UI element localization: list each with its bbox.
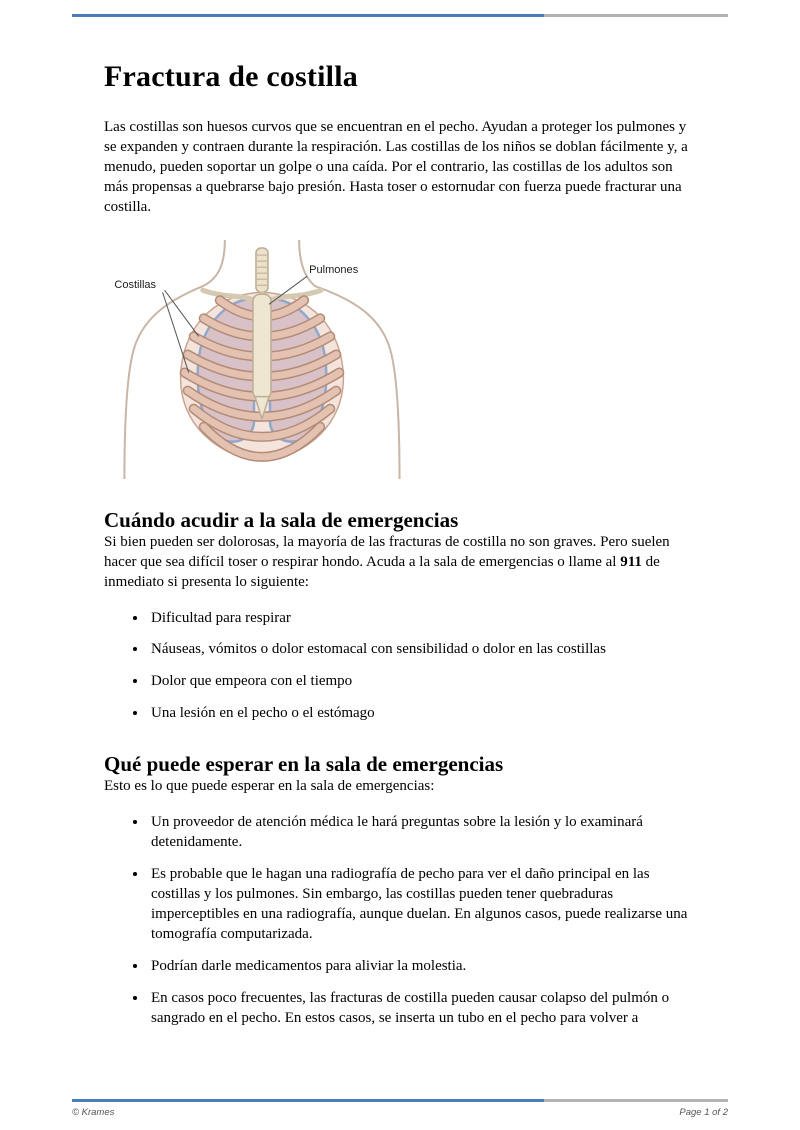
- section2-bullet-list: [104, 813, 700, 1028]
- intro-paragraph: Las costillas son huesos curvos que se encuentran en el pecho. Ayudan a proteger los pulmones y se expanden y contraen durante la respiración. Las costillas de los niños se doblan fácilmente y, a menudo, pueden soportar un golpe o una caída. Por el contrario, las costillas de los adultos son más propensas a quebrarse bajo presión. Hasta toser o estornudar con fuerza puede fracturar una costilla.: [104, 119, 688, 215]
- header-rule-gray-segment: [544, 14, 728, 17]
- footer-text-row: [72, 1107, 728, 1118]
- sternum: [253, 294, 271, 419]
- list-item: • Una lesión en el pecho o el estómago: [148, 704, 700, 724]
- footer-rule-gray-segment: [544, 1099, 728, 1102]
- list-item: • Podrían darle medicamentos para aliviar la molestia.: [148, 957, 700, 977]
- footer-rule-blue-segment: [72, 1099, 544, 1102]
- header-rule-blue-segment: [72, 14, 544, 17]
- figure-label-pulmones: Pulmones: [309, 263, 359, 276]
- emergency-number: 911: [620, 553, 642, 570]
- section-heading-que-esperar: Qué puede esperar en la sala de emergencias: [104, 752, 504, 777]
- header-rule: [72, 14, 728, 17]
- footer-copyright: © Krames: [72, 1107, 115, 1118]
- ribcage-svg: [106, 234, 428, 480]
- ribcage-illustration: [106, 234, 436, 480]
- section-heading-emergencias: Cuándo acudir a la sala de emergencias: [104, 507, 459, 532]
- list-item: • Dificultad para respirar: [148, 609, 700, 629]
- page-footer: [72, 1099, 728, 1118]
- list-item: • Es probable que le hagan una radiografía de pecho para ver el daño principal en las costillas y los pulmones. Sin embargo, las costillas pueden tener quebraduras imperceptibles en una radiografía, aunque duelan. En algunos casos, puede realizarse una tomografía computarizada.: [148, 865, 700, 945]
- label-leader-line: [163, 292, 189, 372]
- page-title: Fractura de costilla: [104, 60, 358, 93]
- figure-label-costillas: Costillas: [114, 278, 157, 291]
- list-item: • En casos poco frecuentes, las fracturas de costilla pueden causar colapso del pulmón o sangrado en el pecho. En estos casos, se inserta un tubo en el pecho para volver a: [148, 989, 700, 1029]
- list-item: • Un proveedor de atención médica le hará preguntas sobre la lesión y lo examinará detenidamente.: [148, 813, 700, 853]
- footer-page-number: Page 1 of 2: [679, 1107, 728, 1118]
- section1-bullet-list: [104, 609, 700, 725]
- section1-paragraph-part2: de inmediato si presenta lo siguiente:: [104, 553, 660, 590]
- section1-paragraph: [104, 533, 700, 593]
- list-item: • Dolor que empeora con el tiempo: [148, 672, 700, 692]
- list-item: • Náuseas, vómitos o dolor estomacal con sensibilidad o dolor en las costillas: [148, 640, 700, 660]
- footer-rule: [72, 1099, 728, 1102]
- section2-paragraph: Esto es lo que puede esperar en la sala de emergencias:: [104, 778, 435, 795]
- section1-paragraph-part1: Si bien pueden ser dolorosas, la mayoría de las fracturas de costilla no son graves. Pero suelen hacer que sea difícil toser o respirar hondo. Acuda a la sala de emergencias o llame al: [104, 533, 670, 570]
